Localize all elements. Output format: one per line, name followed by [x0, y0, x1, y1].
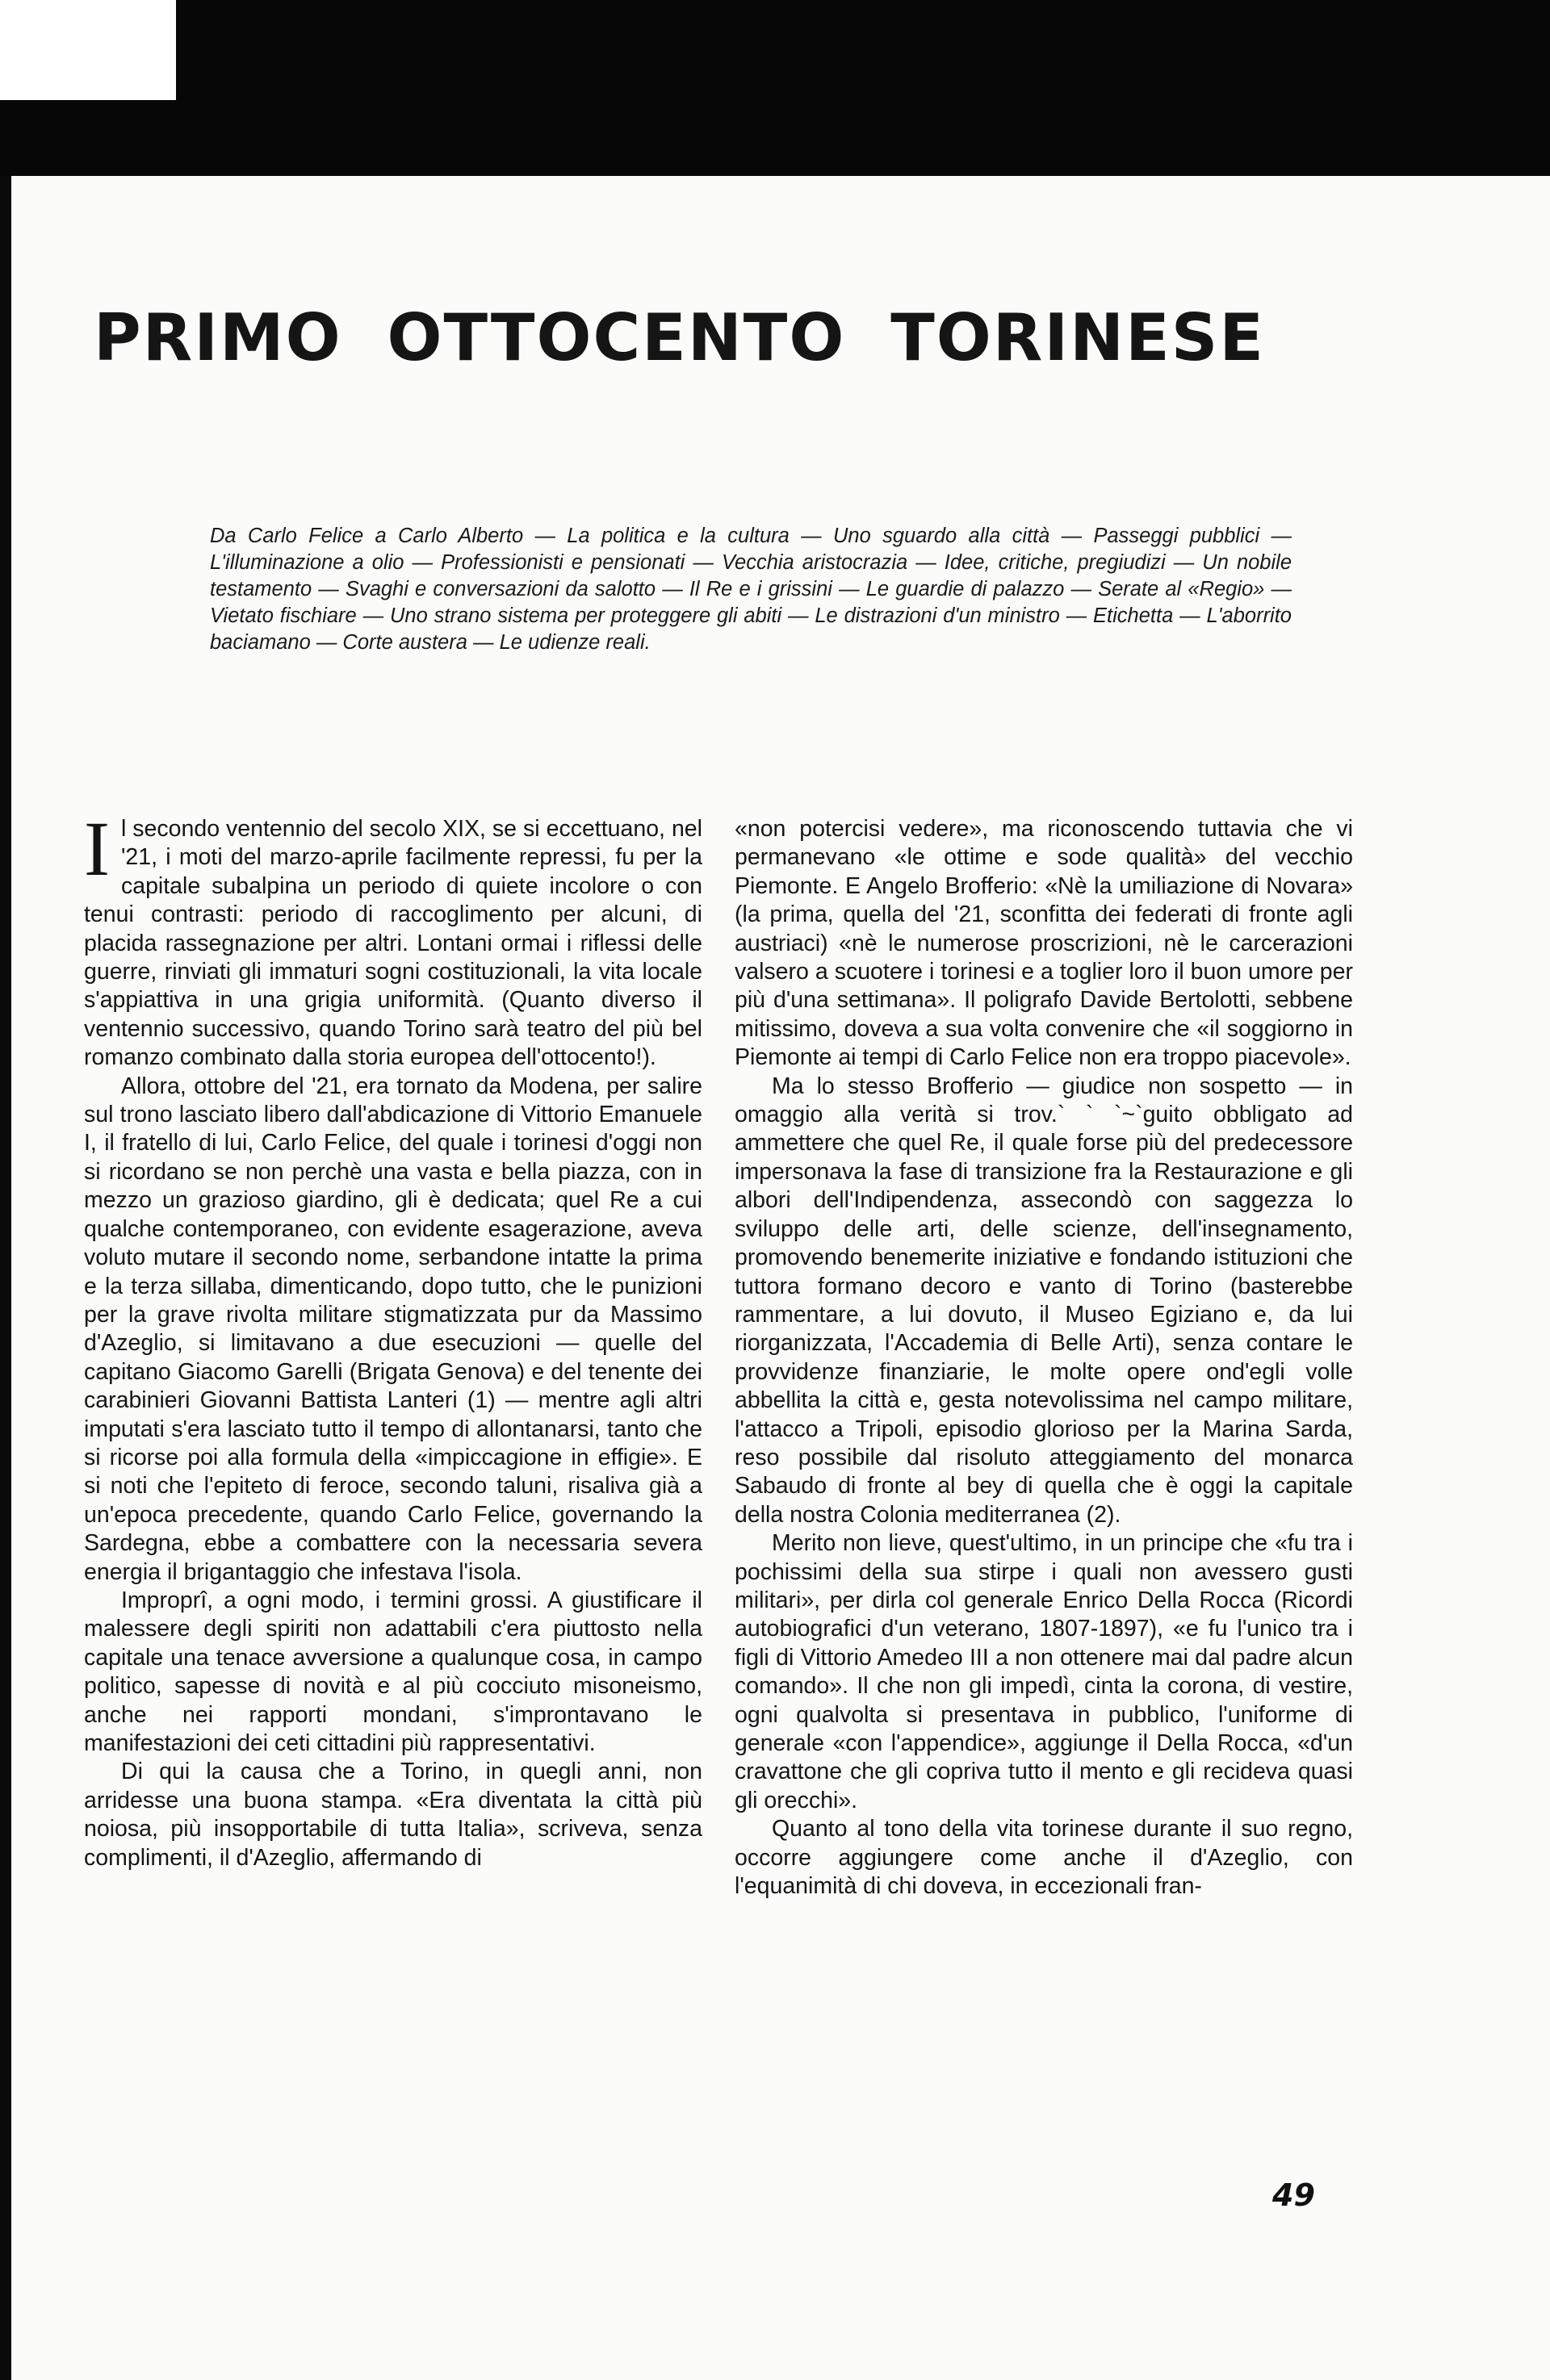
right-column [735, 815, 1353, 1901]
paragraph: Improprî, a ogni modo, i termini grossi. A giustificare il malessere degli spiriti non adattabili c'era piuttosto nella capitale una tenace avversione a qualunque cosa, in campo politico, sapesse di novità e al più cocciuto misoneismo, anche nei rapporti mondani, s'improntavano le manifestazioni dei ceti cittadini più rappresentativi. [84, 1587, 702, 1756]
scan-border-left [0, 176, 11, 2380]
paragraph: Di qui la causa che a Torino, in quegli anni, non arridesse una buona stampa. «Era diventata la città più noiosa, più insopportabile di tutta Italia», scriveva, senza complimenti, il d'Azeglio, affermando di [84, 1759, 702, 1871]
paragraph: l secondo ventennio del secolo XIX, se si eccettuano, nel '21, i moti del marzo-aprile facilmente repressi, fu per la capitale subalpina un periodo di quiete incolore o con tenui contrasti: periodo di raccoglimento per alcuni, di placida rassegnazione per altri. Lontani ormai i riflessi delle guerre, rinviati gli immaturi sogni costituzionali, la vita locale s'appiattiva in una grigia uniformità. (Quanto diverso il ventennio successivo, quando Torino sarà teatro del più bel romanzo combinato dalla storia europea dell'ottocento!). [84, 816, 702, 1071]
article-title: PRIMO OTTOCENTO TORINESE [94, 300, 1266, 375]
drop-cap: I [84, 805, 110, 892]
document-page [11, 176, 1550, 2380]
paragraph: Merito non lieve, quest'ultimo, in un principe che «fu tra i pochissimi della sua stirpe i quali non avessero gusti militari», per dirla col generale Enrico Della Rocca (Ricordi autobiografici d'un veterano, 1807-1897), «e fu l'unico tra i figli di Vittorio Amedeo III a non ottenere mai dal padre alcun comando». Il che non gli impedì, cinta la corona, di vestire, ogni qualvolta si presentava in pubblico, l'uniforme di generale «con l'appendice», aggiunge il Della Rocca, «d'un cravattone che gli copriva tutto il mento e gli recideva quasi gli orecchi». [735, 1530, 1353, 1813]
paragraph: Quanto al tono della vita torinese durante il suo regno, occorre aggiungere come anche il d'Azeglio, con l'equanimità di chi doveva, in eccezionali fran- [735, 1816, 1353, 1900]
scan-border-notch [0, 0, 176, 100]
page-number: 49 [1272, 2177, 1315, 2213]
article-summary: Da Carlo Felice a Carlo Alberto — La politica e la cultura — Uno sguardo alla città — Passeggi pubblici — L'illuminazione a olio — Professionisti e pensionati — Vecchia aristocrazia — Idee, critiche, pregiudizi — Un nobile testamento — Svaghi e conversazioni da salotto — Il Re e i grissini — Le guardie di palazzo — Serate al «Regio» — Vietato fischiare — Uno strano sistema per proteggere gli abiti — Le distrazioni d'un ministro — Etichetta — L'aborrito baciamano — Corte austera — Le udienze reali. [210, 525, 1292, 654]
left-column [84, 805, 702, 1872]
paragraph: «non potercisi vedere», ma riconoscendo tuttavia che vi permanevano «le ottime e sode qualità» del vecchio Piemonte. E Angelo Brofferio: «Nè la umiliazione di Novara» (la prima, quella del '21, sconfitta dei federati di fronte agli austriaci) «nè le numerose proscrizioni, nè le carcerazioni valsero a scuotere i torinesi e a toglier loro il buon umore per più d'una settimana». Il poligrafo Davide Bertolotti, sebbene mitissimo, doveva a sua volta convenire che «il soggiorno in Piemonte ai tempi di Carlo Felice non era troppo piacevole». [735, 816, 1353, 1071]
paragraph: Allora, ottobre del '21, era tornato da Modena, per salire sul trono lasciato libero dall'abdicazione di Vittorio Emanuele I, il fratello di lui, Carlo Felice, del quale i torinesi d'oggi non si ricordano se non perchè una vasta e bella piazza, con in mezzo un grazioso giardino, gli è dedicata; quel Re a cui qualche contemporaneo, con evidente esagerazione, aveva voluto mutare il secondo nome, serbandone intatte la prima e la terza sillaba, dimenticando, dopo tutto, che le punizioni per la grave rivolta militare stigmatizzata pur da Massimo d'Azeglio, si limitavano a due esecuzioni — quelle del capitano Giacomo Garelli (Brigata Genova) e del tenente dei carabinieri Giovanni Battista Lanteri (1) — mentre agli altri imputati s'era lasciato tutto il tempo di allontanarsi, tanto che si ricorse poi alla formula della «impiccagione in effigie». E si noti che l'epiteto di feroce, secondo taluni, risaliva già a un'epoca precedente, quando Carlo Felice, governando la Sardegna, ebbe a combattere con la necessaria severa energia il brigantaggio che infestava l'isola. [84, 1073, 702, 1585]
paragraph: Ma lo stesso Brofferio — giudice non sospetto — in omaggio alla verità si trov.` ` `~`guito obbligato ad ammettere che quel Re, il quale forse più del predecessore impersonava la fase di transizione fra la Restaurazione e gli albori dell'Indipendenza, assecondò con saggezza lo sviluppo delle arti, delle scienze, dell'insegnamento, promovendo benemerite iniziative e fondando istituzioni che tuttora formano decoro e vanto di Torino (basterebbe rammentare, a lui dovuto, il Museo Egiziano e, da lui riorganizzata, l'Accademia di Belle Arti), senza contare le provvidenze finanziarie, le molte opere ond'egli volle abbellita la città e, gesta notevolissima nel campo militare, l'attacco a Tripoli, episodio glorioso per la Marina Sarda, reso possibile dal risoluto atteggiamento del monarca Sabaudo di fronte al bey di quella che è oggi la capitale della nostra Colonia mediterranea (2). [735, 1073, 1353, 1528]
scan-border-top [0, 0, 1550, 176]
